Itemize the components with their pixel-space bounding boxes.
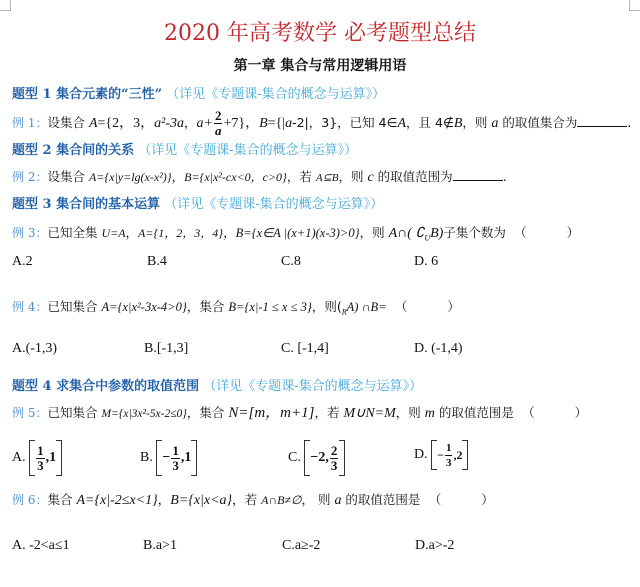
section-title: 题型 3 集合间的基本运算 [12,197,161,212]
option-a: A.(-1,3) [12,341,58,356]
answer-blank [577,114,627,127]
option-c: C. −2 , $\frac{2}{3}$ [288,440,345,476]
example-label: 例 1： [12,116,48,130]
option-d: D. 6 [414,254,439,269]
example-3: 例 3：已知全集 U=A，A={1，2，3，4}，B={x∈A |(x+1)(x-3)>0}，则 A∩( $∁_UB$)子集个数为 （ ） [12,225,580,243]
section-heading-1 [12,86,385,104]
option-b: B.4 [147,254,167,269]
option-d: D. (-1,4) [414,341,463,356]
option-d: D.a>-2 [415,538,455,553]
option-a: A.2 [12,254,33,269]
answer-blank [453,168,503,181]
document-title: 2020 年高考数学 必考题型总结 [164,21,476,46]
section-reference: （详见《专题课-集合的概念与运算》） [164,197,384,212]
page-corner-mark [0,0,11,11]
example-1: 例 1：设集合 A={2，3，a²-3a，a+ $\frac{2}{a}$ +7}，B={|a-2|，3}，已知 4∈A，且 4∉B，则 a 的取值集合为 . [12,108,632,138]
example-label: 例 2： [12,170,48,184]
option-b: B.a>1 [143,538,177,553]
section-heading-3 [12,196,383,214]
example-5: 例 5：已知集合 M={x|3x²-5x-2≤0}，集合 N=[m，m+1]，若 M∪N=M，则 m 的取值范围是 （ ） [12,405,588,421]
section-title: 题型 4 求集合中参数的取值范围 [12,379,200,394]
option-a: A. $\frac{1}{3}$ , 1 [12,440,62,476]
option-c: C.a≥-2 [282,538,321,553]
section-reference: （详见《专题课-集合的概念与运算》） [166,87,386,102]
example-4: 例 4：已知集合 A={x|x²-3x-4>0}，集合 B={x|-1 ≤ x ≤ 3}，则$(_RA)$ ∩B= （ ） [12,299,460,317]
option-b: B.[-1,3] [144,341,189,356]
chapter-title: 第一章 集合与常用逻辑用语 [233,58,407,74]
page-corner-mark [629,0,640,11]
section-heading-4 [12,378,422,396]
example-label: 例 5： [12,406,48,420]
section-title: 题型 2 集合间的关系 [12,143,135,158]
example-label: 例 4： [12,300,48,314]
section-heading-2 [12,142,357,160]
option-d: D. − $\frac{1}{3}$ , 2 [414,440,468,470]
example-6: 例 6：集合 A={x|-2≤x<1}，B={x|x<a}，若 A∩B≠∅， 则 a 的取值范围是 （ ） [12,492,494,508]
section-title: 题型 1 集合元素的“三性” [12,87,163,102]
section-reference: （详见《专题课-集合的概念与运算》） [138,143,358,158]
option-b: B. − $\frac{1}{3}$ , 1 [140,440,197,476]
example-label: 例 3： [12,226,48,240]
option-c: C. [-1,4] [281,341,329,356]
fraction: $\frac{2}{a}$ [214,108,222,138]
section-reference: （详见《专题课-集合的概念与运算》） [203,379,423,394]
example-label: 例 6： [12,493,48,507]
example-2: 例 2：设集合 A={x|y=lg(x-x²)}，B={x|x²-cx<0，c>0}，若 A⊆B，则 c 的取值范围为 . [12,169,507,185]
option-c: C.8 [281,254,301,269]
option-a: A. -2<a≤1 [12,538,70,553]
